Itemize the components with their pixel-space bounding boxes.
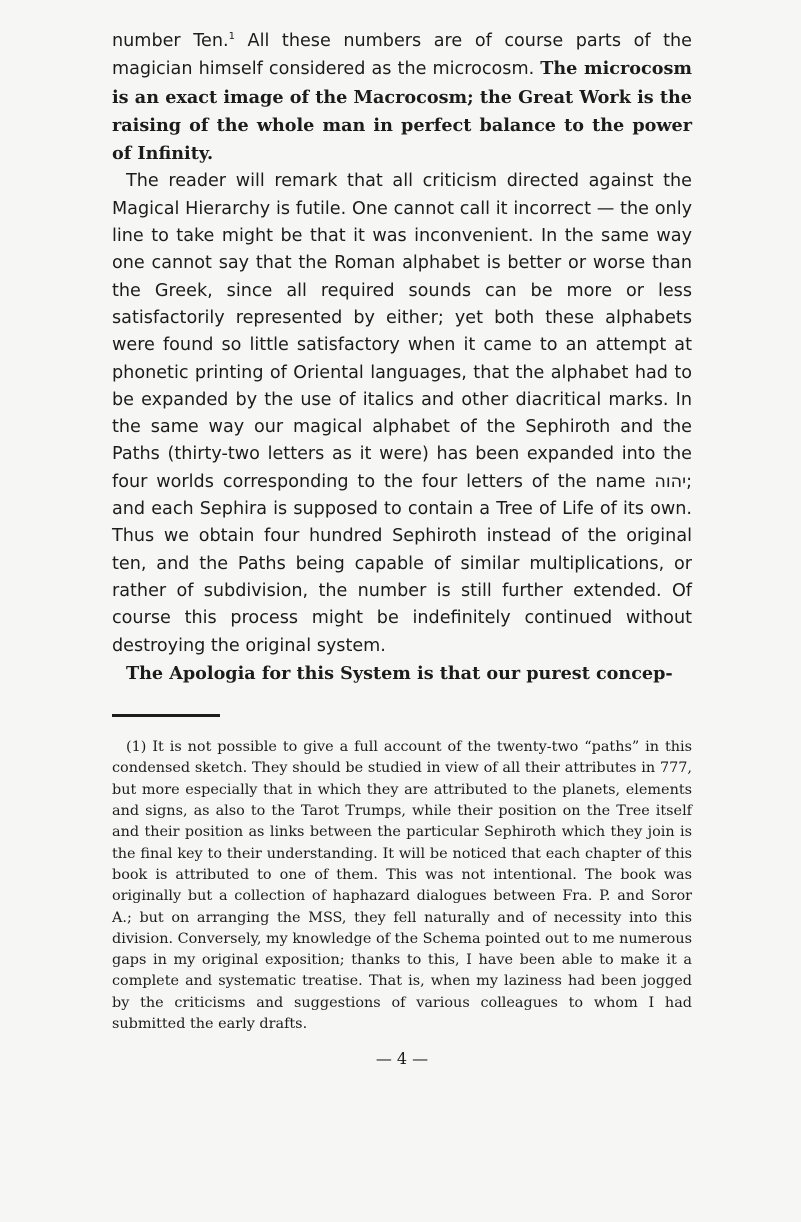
paragraph-2-text-b: ; and each Sephira is supposed to contain a Tree of Life of its own. Thus we obtain four hundred Sephiroth instead of the original ten, and the Paths being capable of similar multiplications, or rather of subdivision, the number is still further extended. Of course this process might be indefinitely continued without destroying the original system. (112, 471, 692, 656)
book-page (112, 28, 692, 1068)
paragraph-2-text-a: The reader will remark that all criticism directed against the Magical Hierarchy is futile. One cannot call it incorrect — the only line to take might be that it was inconvenient. In the same way one cannot say that the Roman alphabet is better or worse than the Greek, since all required sounds can be more or less satisfactorily represented by either; yet both these alphabets were found so little satisfactory when it came to an attempt at phonetic printing of Oriental languages, that the alphabet had to be expanded by the use of italics and other diacritical marks. In the same way our magical alphabet of the Sephiroth and the Paths (thirty-two letters as it were) has been expanded into the four worlds corresponding to the four letters of the name (112, 171, 692, 492)
footnote-text: It is not possible to give a full account of the twenty-two “paths” in this condensed sketch. They should be studied in view of all their attributes in 777, but more especially that in which they are attributed to the planets, elements and signs, as also to the Tarot Trumps, while their position on the Tree itself and their position as links between the particular Sephiroth which they join is the final key to their understanding. It will be noticed that each chapter of this book is attributed to one of them. This was not intentional. The book was originally but a collection of haphazard dialogues between Fra. P. and Soror A.; but on arranging the MSS, they fell naturally and of necessity into this division. Conversely, my knowledge of the Schema pointed out to me numerous gaps in my original exposition; thanks to this, I have been able to make it a complete and systematic treatise. That is, when my laziness had been jogged by the criticisms and suggestions of various colleagues to whom I had submitted the early drafts. (112, 739, 692, 1032)
footnote-divider (112, 714, 220, 717)
paragraph-1-lead: number Ten. (112, 31, 229, 51)
paragraph-3 (112, 660, 692, 688)
paragraph-2 (112, 168, 692, 659)
hebrew-divine-name: יהוה (654, 471, 687, 492)
footnote (112, 737, 692, 1035)
footnote-marker: (1) (126, 739, 147, 756)
paragraph-1-bold-statement: The microcosm is an exact image of the Macrocosm; the Great Work is the raising of the whole man in perfect balance to the power of Infinity. (112, 58, 692, 165)
paragraph-1 (112, 28, 692, 168)
page-number: — 4 — (375, 1049, 429, 1069)
footnote-reference[interactable]: 1 (228, 31, 235, 43)
paragraph-1-text: All these numbers are of course parts of the magician himself considered as the microcosm. (112, 31, 692, 80)
paragraph-3-bold-text: The Apologia for this System is that our purest concep- (126, 662, 673, 684)
